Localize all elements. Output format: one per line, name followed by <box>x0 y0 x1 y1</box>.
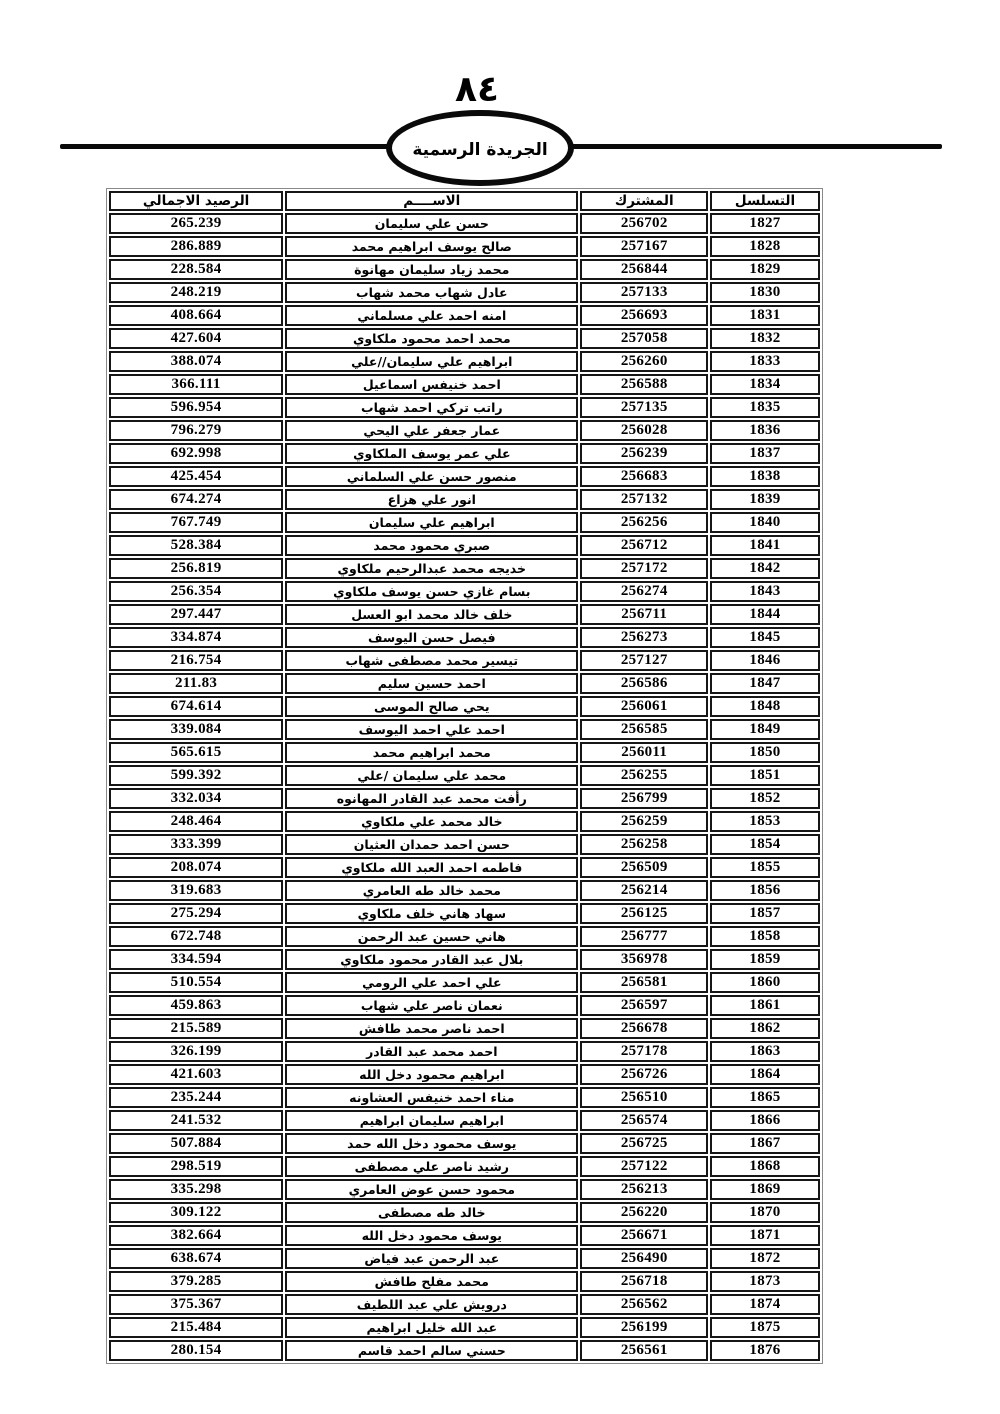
serial-cell: 1840 <box>710 512 820 533</box>
serial-cell: 1873 <box>710 1271 820 1292</box>
subscriber-cell: 256220 <box>580 1202 708 1223</box>
name-cell: نعمان ناصر علي شهاب <box>285 995 578 1016</box>
subscriber-cell: 256581 <box>580 972 708 993</box>
serial-cell: 1856 <box>710 880 820 901</box>
subscriber-cell: 256011 <box>580 742 708 763</box>
balance-cell: 510.554 <box>109 972 283 993</box>
serial-cell: 1866 <box>710 1110 820 1131</box>
name-cell: بسام غازي حسن يوسف ملكاوي <box>285 581 578 602</box>
serial-cell: 1868 <box>710 1156 820 1177</box>
subscriber-cell: 256258 <box>580 834 708 855</box>
table-row <box>109 742 820 763</box>
name-cell: يوسف محمود دخل الله حمد <box>285 1133 578 1154</box>
subscriber-cell: 256273 <box>580 627 708 648</box>
page-number: ٨٤ <box>455 69 499 110</box>
subscriber-cell: 257172 <box>580 558 708 579</box>
balance-cell: 638.674 <box>109 1248 283 1269</box>
table-row <box>109 926 820 947</box>
name-cell: محمد احمد محمود ملكاوي <box>285 328 578 349</box>
subscriber-cell: 256678 <box>580 1018 708 1039</box>
subscriber-cell: 256683 <box>580 466 708 487</box>
subscriber-cell: 256214 <box>580 880 708 901</box>
table-row <box>109 1271 820 1292</box>
serial-cell: 1844 <box>710 604 820 625</box>
name-cell: انور علي هزاع <box>285 489 578 510</box>
subscriber-cell: 256490 <box>580 1248 708 1269</box>
name-cell: راتب تركي احمد شهاب <box>285 397 578 418</box>
table-row <box>109 213 820 234</box>
serial-cell: 1859 <box>710 949 820 970</box>
table-header-row <box>109 191 820 211</box>
serial-cell: 1860 <box>710 972 820 993</box>
subscriber-cell: 256574 <box>580 1110 708 1131</box>
table-row <box>109 1317 820 1338</box>
column-header-serial: التسلسل <box>710 191 820 211</box>
serial-cell: 1843 <box>710 581 820 602</box>
name-cell: فاطمه احمد العبد الله ملكاوي <box>285 857 578 878</box>
subscriber-cell: 256509 <box>580 857 708 878</box>
serial-cell: 1862 <box>710 1018 820 1039</box>
balance-cell: 334.594 <box>109 949 283 970</box>
subscriber-cell: 256726 <box>580 1064 708 1085</box>
balance-cell: 767.749 <box>109 512 283 533</box>
balance-cell: 309.122 <box>109 1202 283 1223</box>
table-row <box>109 1294 820 1315</box>
name-cell: ابراهيم محمود دخل الله <box>285 1064 578 1085</box>
name-cell: علي احمد علي الرومي <box>285 972 578 993</box>
balance-cell: 332.034 <box>109 788 283 809</box>
serial-cell: 1871 <box>710 1225 820 1246</box>
table-row <box>109 581 820 602</box>
subscriber-cell: 256274 <box>580 581 708 602</box>
serial-cell: 1828 <box>710 236 820 257</box>
name-cell: يحي صالح الموسى <box>285 696 578 717</box>
balance-cell: 298.519 <box>109 1156 283 1177</box>
serial-cell: 1832 <box>710 328 820 349</box>
name-cell: رأفت محمد عبد القادر المهانوه <box>285 788 578 809</box>
subscriber-cell: 256239 <box>580 443 708 464</box>
balance-cell: 208.074 <box>109 857 283 878</box>
balance-cell: 421.603 <box>109 1064 283 1085</box>
serial-cell: 1833 <box>710 351 820 372</box>
serial-cell: 1861 <box>710 995 820 1016</box>
table-row <box>109 627 820 648</box>
serial-cell: 1829 <box>710 259 820 280</box>
table-row <box>109 535 820 556</box>
serial-cell: 1875 <box>710 1317 820 1338</box>
table-row <box>109 236 820 257</box>
balance-cell: 235.244 <box>109 1087 283 1108</box>
name-cell: خالد طه مصطفى <box>285 1202 578 1223</box>
table-row <box>109 1110 820 1131</box>
serial-cell: 1838 <box>710 466 820 487</box>
balance-cell: 228.584 <box>109 259 283 280</box>
serial-cell: 1854 <box>710 834 820 855</box>
subscriber-cell: 257132 <box>580 489 708 510</box>
table-row <box>109 1018 820 1039</box>
name-cell: خلف خالد محمد ابو العسل <box>285 604 578 625</box>
subscriber-cell: 256255 <box>580 765 708 786</box>
table-row <box>109 489 820 510</box>
name-cell: منصور حسن علي السلماني <box>285 466 578 487</box>
serial-cell: 1876 <box>710 1340 820 1361</box>
table-row <box>109 1133 820 1154</box>
balance-cell: 507.884 <box>109 1133 283 1154</box>
name-cell: صالح يوسف ابراهيم محمد <box>285 236 578 257</box>
table-row <box>109 719 820 740</box>
name-cell: مناء احمد خنيفس العشاونه <box>285 1087 578 1108</box>
table-row <box>109 374 820 395</box>
name-cell: حسن احمد حمدان العثيان <box>285 834 578 855</box>
table-row <box>109 397 820 418</box>
subscriber-cell: 256844 <box>580 259 708 280</box>
balance-cell: 335.298 <box>109 1179 283 1200</box>
serial-cell: 1851 <box>710 765 820 786</box>
serial-cell: 1870 <box>710 1202 820 1223</box>
table-row <box>109 305 820 326</box>
name-cell: سهاد هاني خلف ملكاوي <box>285 903 578 924</box>
subscriber-cell: 256586 <box>580 673 708 694</box>
subscriber-cell: 256256 <box>580 512 708 533</box>
name-cell: هاني حسين عبد الرحمن <box>285 926 578 947</box>
subscriber-cell: 257122 <box>580 1156 708 1177</box>
serial-cell: 1836 <box>710 420 820 441</box>
name-cell: عبد الله خليل ابراهيم <box>285 1317 578 1338</box>
serial-cell: 1867 <box>710 1133 820 1154</box>
table-row <box>109 328 820 349</box>
table-row <box>109 282 820 303</box>
table-row <box>109 788 820 809</box>
name-cell: علي عمر يوسف الملكاوي <box>285 443 578 464</box>
table-row <box>109 1064 820 1085</box>
subscriber-cell: 256213 <box>580 1179 708 1200</box>
balance-cell: 265.239 <box>109 213 283 234</box>
subscriber-cell: 256585 <box>580 719 708 740</box>
table-row <box>109 466 820 487</box>
subscriber-cell: 256711 <box>580 604 708 625</box>
name-cell: بلال عبد القادر محمود ملكاوي <box>285 949 578 970</box>
subscriber-cell: 256562 <box>580 1294 708 1315</box>
subscriber-cell: 256671 <box>580 1225 708 1246</box>
balance-cell: 326.199 <box>109 1041 283 1062</box>
serial-cell: 1842 <box>710 558 820 579</box>
name-cell: احمد ناصر محمد طافش <box>285 1018 578 1039</box>
serial-cell: 1835 <box>710 397 820 418</box>
subscriber-cell: 256799 <box>580 788 708 809</box>
name-cell: ابراهيم سليمان ابراهيم <box>285 1110 578 1131</box>
name-cell: احمد محمد عبد القادر <box>285 1041 578 1062</box>
name-cell: عادل شهاب محمد شهاب <box>285 282 578 303</box>
balance-cell: 211.83 <box>109 673 283 694</box>
balance-cell: 241.532 <box>109 1110 283 1131</box>
name-cell: محمود حسن عوض العامري <box>285 1179 578 1200</box>
name-cell: يوسف محمود دخل الله <box>285 1225 578 1246</box>
subscriber-cell: 256588 <box>580 374 708 395</box>
name-cell: محمد علي سليمان /علي <box>285 765 578 786</box>
serial-cell: 1857 <box>710 903 820 924</box>
balance-cell: 672.748 <box>109 926 283 947</box>
serial-cell: 1848 <box>710 696 820 717</box>
name-cell: امنه احمد علي مسلماني <box>285 305 578 326</box>
column-header-balance: الرصيد الاجمالي <box>109 191 283 211</box>
subscriber-cell: 256777 <box>580 926 708 947</box>
name-cell: خالد محمد علي ملكاوي <box>285 811 578 832</box>
table-row <box>109 650 820 671</box>
serial-cell: 1827 <box>710 213 820 234</box>
subscriber-cell: 257167 <box>580 236 708 257</box>
serial-cell: 1837 <box>710 443 820 464</box>
name-cell: محمد مفلح طافش <box>285 1271 578 1292</box>
table-row <box>109 604 820 625</box>
name-cell: ابراهيم علي سليمان <box>285 512 578 533</box>
serial-cell: 1874 <box>710 1294 820 1315</box>
balance-cell: 334.874 <box>109 627 283 648</box>
balance-cell: 256.819 <box>109 558 283 579</box>
name-cell: درويش علي عبد اللطيف <box>285 1294 578 1315</box>
subscriber-cell: 257178 <box>580 1041 708 1062</box>
balance-cell: 565.615 <box>109 742 283 763</box>
balance-cell: 379.285 <box>109 1271 283 1292</box>
balance-cell: 248.219 <box>109 282 283 303</box>
name-cell: محمد خالد طه العامري <box>285 880 578 901</box>
records-table <box>106 188 823 1364</box>
balance-cell: 216.754 <box>109 650 283 671</box>
table-row <box>109 259 820 280</box>
table-row <box>109 995 820 1016</box>
name-cell: رشيد ناصر علي مصطفى <box>285 1156 578 1177</box>
name-cell: حسني سالم احمد قاسم <box>285 1340 578 1361</box>
gazette-title: الجريدة الرسمية <box>412 140 548 160</box>
name-cell: فيصل حسن اليوسف <box>285 627 578 648</box>
balance-cell: 528.384 <box>109 535 283 556</box>
balance-cell: 319.683 <box>109 880 283 901</box>
balance-cell: 280.154 <box>109 1340 283 1361</box>
balance-cell: 674.274 <box>109 489 283 510</box>
table-row <box>109 1202 820 1223</box>
table-row <box>109 1087 820 1108</box>
subscriber-cell: 256510 <box>580 1087 708 1108</box>
balance-cell: 256.354 <box>109 581 283 602</box>
column-header-name: الاســــم <box>285 191 578 211</box>
balance-cell: 375.367 <box>109 1294 283 1315</box>
table-row <box>109 351 820 372</box>
table-row <box>109 1156 820 1177</box>
subscriber-cell: 256260 <box>580 351 708 372</box>
serial-cell: 1834 <box>710 374 820 395</box>
table-row <box>109 1248 820 1269</box>
serial-cell: 1850 <box>710 742 820 763</box>
serial-cell: 1845 <box>710 627 820 648</box>
balance-cell: 408.664 <box>109 305 283 326</box>
table-row <box>109 972 820 993</box>
subscriber-cell: 257133 <box>580 282 708 303</box>
name-cell: خديجه محمد عبدالرحيم ملكاوي <box>285 558 578 579</box>
balance-cell: 427.604 <box>109 328 283 349</box>
serial-cell: 1864 <box>710 1064 820 1085</box>
name-cell: عمار جعفر علي اليحي <box>285 420 578 441</box>
subscriber-cell: 256718 <box>580 1271 708 1292</box>
serial-cell: 1855 <box>710 857 820 878</box>
balance-cell: 297.447 <box>109 604 283 625</box>
table-row <box>109 949 820 970</box>
balance-cell: 286.889 <box>109 236 283 257</box>
balance-cell: 366.111 <box>109 374 283 395</box>
serial-cell: 1869 <box>710 1179 820 1200</box>
balance-cell: 459.863 <box>109 995 283 1016</box>
table-body <box>109 213 820 1361</box>
subscriber-cell: 257127 <box>580 650 708 671</box>
table-row <box>109 443 820 464</box>
serial-cell: 1847 <box>710 673 820 694</box>
balance-cell: 333.399 <box>109 834 283 855</box>
serial-cell: 1852 <box>710 788 820 809</box>
table-row <box>109 880 820 901</box>
balance-cell: 275.294 <box>109 903 283 924</box>
subscriber-cell: 256561 <box>580 1340 708 1361</box>
balance-cell: 248.464 <box>109 811 283 832</box>
table-row <box>109 558 820 579</box>
subscriber-cell: 256702 <box>580 213 708 234</box>
subscriber-cell: 256693 <box>580 305 708 326</box>
table-row <box>109 1179 820 1200</box>
serial-cell: 1830 <box>710 282 820 303</box>
table-row <box>109 903 820 924</box>
subscriber-cell: 256061 <box>580 696 708 717</box>
serial-cell: 1841 <box>710 535 820 556</box>
balance-cell: 596.954 <box>109 397 283 418</box>
serial-cell: 1849 <box>710 719 820 740</box>
table-row <box>109 811 820 832</box>
subscriber-cell: 256125 <box>580 903 708 924</box>
name-cell: حسن علي سليمان <box>285 213 578 234</box>
subscriber-cell: 256199 <box>580 1317 708 1338</box>
subscriber-cell: 257135 <box>580 397 708 418</box>
name-cell: عبد الرحمن عبد فياض <box>285 1248 578 1269</box>
name-cell: ابراهيم علي سليمان//علي <box>285 351 578 372</box>
serial-cell: 1858 <box>710 926 820 947</box>
subscriber-cell: 256259 <box>580 811 708 832</box>
name-cell: صبري محمود محمد <box>285 535 578 556</box>
balance-cell: 382.664 <box>109 1225 283 1246</box>
table-row <box>109 1225 820 1246</box>
balance-cell: 674.614 <box>109 696 283 717</box>
balance-cell: 388.074 <box>109 351 283 372</box>
name-cell: احمد حسين سليم <box>285 673 578 694</box>
name-cell: احمد خنيفس اسماعيل <box>285 374 578 395</box>
subscriber-cell: 257058 <box>580 328 708 349</box>
subscriber-cell: 256028 <box>580 420 708 441</box>
serial-cell: 1853 <box>710 811 820 832</box>
serial-cell: 1872 <box>710 1248 820 1269</box>
serial-cell: 1839 <box>710 489 820 510</box>
name-cell: احمد علي احمد اليوسف <box>285 719 578 740</box>
serial-cell: 1865 <box>710 1087 820 1108</box>
table-row <box>109 765 820 786</box>
balance-cell: 796.279 <box>109 420 283 441</box>
balance-cell: 692.998 <box>109 443 283 464</box>
gazette-ellipse <box>386 110 574 186</box>
name-cell: تيسير محمد مصطفى شهاب <box>285 650 578 671</box>
subscriber-cell: 356978 <box>580 949 708 970</box>
subscriber-cell: 256725 <box>580 1133 708 1154</box>
table-row <box>109 1041 820 1062</box>
table-row <box>109 1340 820 1361</box>
subscriber-cell: 256712 <box>580 535 708 556</box>
serial-cell: 1863 <box>710 1041 820 1062</box>
balance-cell: 215.589 <box>109 1018 283 1039</box>
table-row <box>109 420 820 441</box>
balance-cell: 339.084 <box>109 719 283 740</box>
balance-cell: 425.454 <box>109 466 283 487</box>
name-cell: محمد زياد سليمان مهانوة <box>285 259 578 280</box>
table-row <box>109 512 820 533</box>
column-header-subscriber: المشترك <box>580 191 708 211</box>
table-row <box>109 834 820 855</box>
balance-cell: 599.392 <box>109 765 283 786</box>
table-row <box>109 673 820 694</box>
name-cell: محمد ابراهيم محمد <box>285 742 578 763</box>
balance-cell: 215.484 <box>109 1317 283 1338</box>
subscriber-cell: 256597 <box>580 995 708 1016</box>
serial-cell: 1846 <box>710 650 820 671</box>
table-row <box>109 857 820 878</box>
serial-cell: 1831 <box>710 305 820 326</box>
table-row <box>109 696 820 717</box>
